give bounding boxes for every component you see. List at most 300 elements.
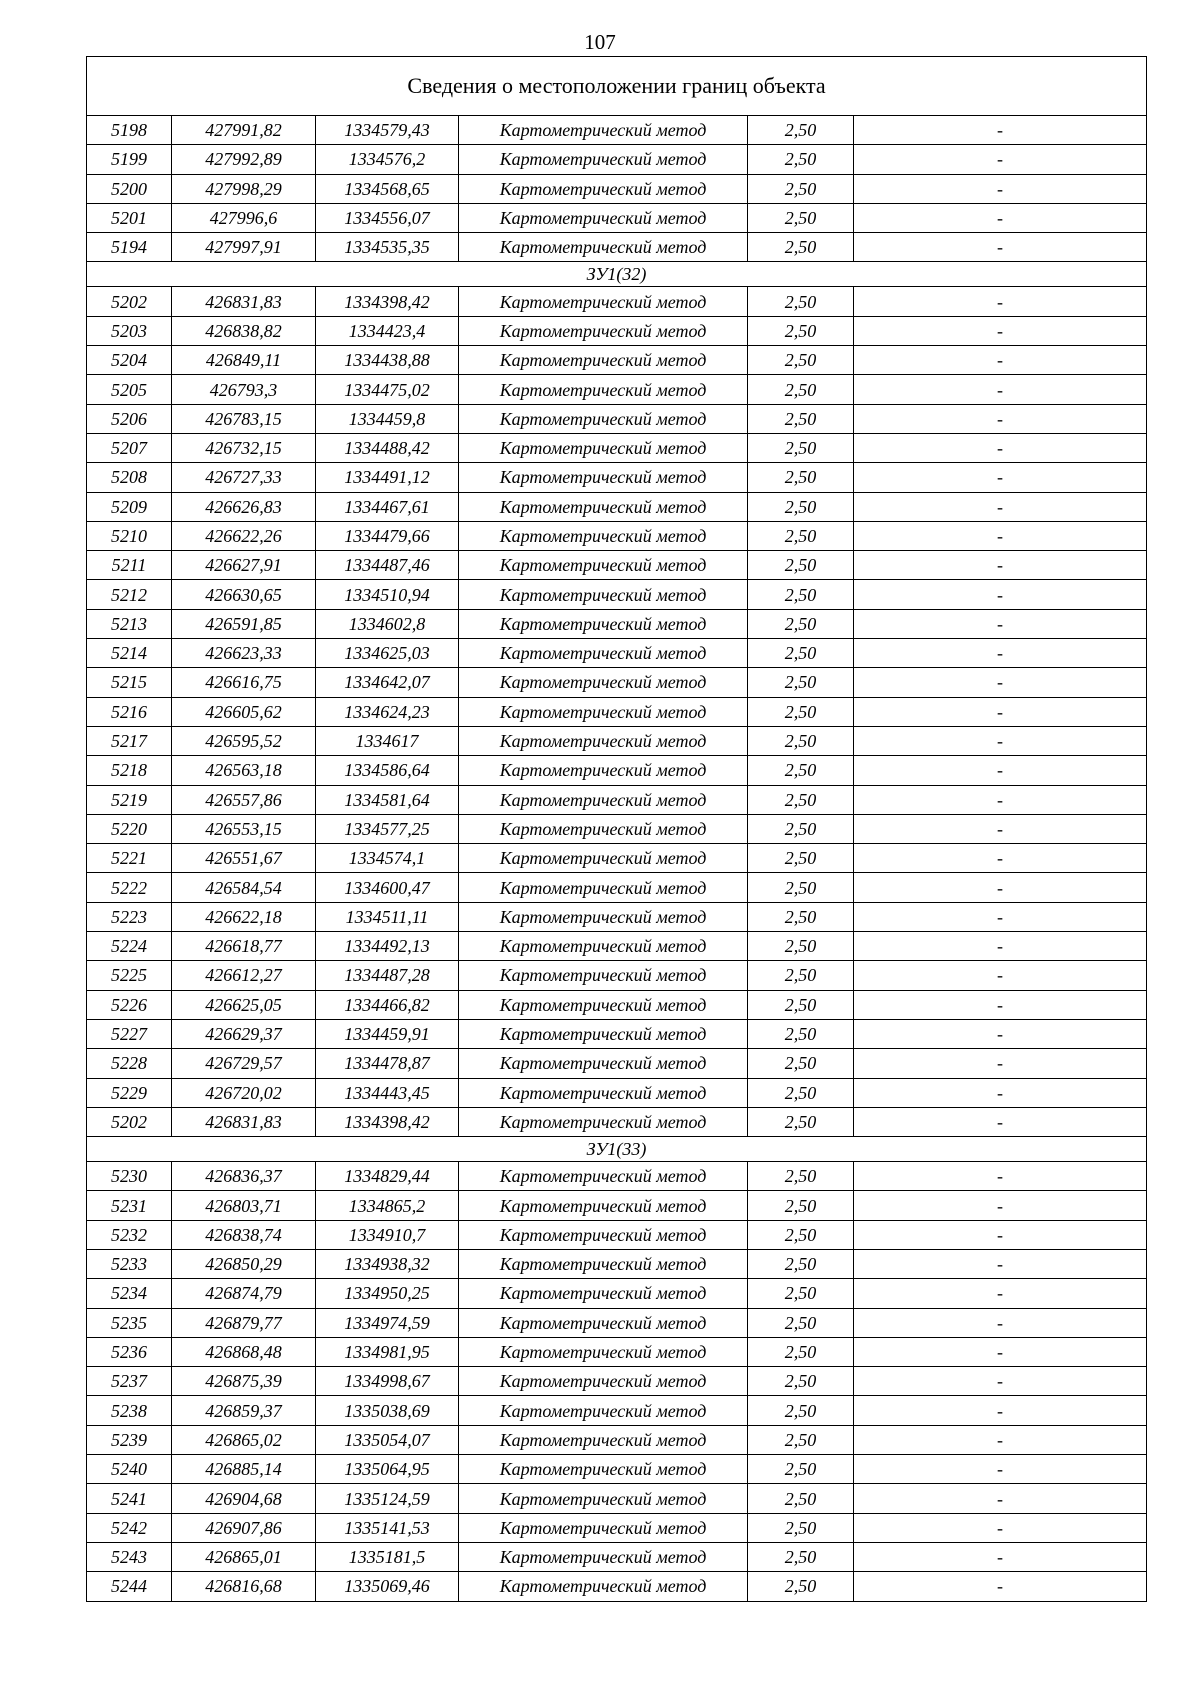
method-cell: Картометрический метод — [459, 961, 748, 990]
x-coordinate-cell: 426859,37 — [172, 1396, 316, 1425]
point-number-cell: 5233 — [87, 1249, 172, 1278]
description-cell: - — [854, 433, 1147, 462]
point-number-cell: 5203 — [87, 316, 172, 345]
y-coordinate-cell: 1335069,46 — [316, 1572, 459, 1601]
table-row — [87, 203, 1147, 232]
table-row — [87, 551, 1147, 580]
x-coordinate-cell: 426627,91 — [172, 551, 316, 580]
accuracy-cell: 2,50 — [748, 1249, 854, 1278]
accuracy-cell: 2,50 — [748, 902, 854, 931]
accuracy-cell: 2,50 — [748, 785, 854, 814]
description-cell: - — [854, 639, 1147, 668]
table-row — [87, 1107, 1147, 1136]
y-coordinate-cell: 1334624,23 — [316, 697, 459, 726]
x-coordinate-cell: 426868,48 — [172, 1337, 316, 1366]
table-row — [87, 580, 1147, 609]
x-coordinate-cell: 426622,18 — [172, 902, 316, 931]
y-coordinate-cell: 1334443,45 — [316, 1078, 459, 1107]
method-cell: Картометрический метод — [459, 756, 748, 785]
x-coordinate-cell: 426803,71 — [172, 1191, 316, 1220]
method-cell: Картометрический метод — [459, 1425, 748, 1454]
description-cell: - — [854, 1572, 1147, 1601]
table-row — [87, 932, 1147, 961]
method-cell: Картометрический метод — [459, 551, 748, 580]
table-row — [87, 961, 1147, 990]
table-row — [87, 463, 1147, 492]
table-title: Сведения о местоположении границ объекта — [87, 57, 1147, 116]
accuracy-cell: 2,50 — [748, 1308, 854, 1337]
point-number-cell: 5242 — [87, 1513, 172, 1542]
table-row — [87, 1396, 1147, 1425]
page-number: 107 — [584, 30, 616, 54]
accuracy-cell: 2,50 — [748, 1049, 854, 1078]
accuracy-cell: 2,50 — [748, 1396, 854, 1425]
method-cell: Картометрический метод — [459, 1337, 748, 1366]
point-number-cell: 5217 — [87, 726, 172, 755]
description-cell: - — [854, 1455, 1147, 1484]
point-number-cell: 5215 — [87, 668, 172, 697]
method-cell: Картометрический метод — [459, 174, 748, 203]
table-row — [87, 1572, 1147, 1601]
x-coordinate-cell: 426875,39 — [172, 1367, 316, 1396]
x-coordinate-cell: 427992,89 — [172, 145, 316, 174]
x-coordinate-cell: 426850,29 — [172, 1249, 316, 1278]
point-number-cell: 5239 — [87, 1425, 172, 1454]
group-row — [87, 1137, 1147, 1162]
method-cell: Картометрический метод — [459, 1220, 748, 1249]
x-coordinate-cell: 426626,83 — [172, 492, 316, 521]
description-cell: - — [854, 668, 1147, 697]
description-cell: - — [854, 1107, 1147, 1136]
method-cell: Картометрический метод — [459, 233, 748, 262]
accuracy-cell: 2,50 — [748, 1337, 854, 1366]
method-cell: Картометрический метод — [459, 346, 748, 375]
description-cell: - — [854, 316, 1147, 345]
x-coordinate-cell: 426783,15 — [172, 404, 316, 433]
y-coordinate-cell: 1334829,44 — [316, 1162, 459, 1191]
method-cell: Картометрический метод — [459, 1572, 748, 1601]
method-cell: Картометрический метод — [459, 492, 748, 521]
accuracy-cell: 2,50 — [748, 174, 854, 203]
point-number-cell: 5222 — [87, 873, 172, 902]
description-cell: - — [854, 346, 1147, 375]
table-row — [87, 145, 1147, 174]
y-coordinate-cell: 1334492,13 — [316, 932, 459, 961]
accuracy-cell: 2,50 — [748, 726, 854, 755]
x-coordinate-cell: 426630,65 — [172, 580, 316, 609]
point-number-cell: 5238 — [87, 1396, 172, 1425]
description-cell: - — [854, 492, 1147, 521]
table-row — [87, 404, 1147, 433]
method-cell: Картометрический метод — [459, 145, 748, 174]
y-coordinate-cell: 1334568,65 — [316, 174, 459, 203]
table-row — [87, 1513, 1147, 1542]
table-row — [87, 1019, 1147, 1048]
y-coordinate-cell: 1334602,8 — [316, 609, 459, 638]
method-cell: Картометрический метод — [459, 433, 748, 462]
point-number-cell: 5200 — [87, 174, 172, 203]
y-coordinate-cell: 1335181,5 — [316, 1542, 459, 1571]
point-number-cell: 5219 — [87, 785, 172, 814]
point-number-cell: 5209 — [87, 492, 172, 521]
x-coordinate-cell: 426557,86 — [172, 785, 316, 814]
table-row — [87, 521, 1147, 550]
description-cell: - — [854, 1162, 1147, 1191]
method-cell: Картометрический метод — [459, 639, 748, 668]
x-coordinate-cell: 426551,67 — [172, 844, 316, 873]
x-coordinate-cell: 426904,68 — [172, 1484, 316, 1513]
method-cell: Картометрический метод — [459, 287, 748, 316]
table-row — [87, 1308, 1147, 1337]
description-cell: - — [854, 990, 1147, 1019]
table-row — [87, 1078, 1147, 1107]
point-number-cell: 5213 — [87, 609, 172, 638]
accuracy-cell: 2,50 — [748, 961, 854, 990]
accuracy-cell: 2,50 — [748, 639, 854, 668]
x-coordinate-cell: 426831,83 — [172, 287, 316, 316]
point-number-cell: 5244 — [87, 1572, 172, 1601]
point-number-cell: 5236 — [87, 1337, 172, 1366]
point-number-cell: 5230 — [87, 1162, 172, 1191]
description-cell: - — [854, 1337, 1147, 1366]
x-coordinate-cell: 426612,27 — [172, 961, 316, 990]
point-number-cell: 5231 — [87, 1191, 172, 1220]
table-row — [87, 1191, 1147, 1220]
x-coordinate-cell: 427997,91 — [172, 233, 316, 262]
description-cell: - — [854, 726, 1147, 755]
method-cell: Картометрический метод — [459, 404, 748, 433]
description-cell: - — [854, 375, 1147, 404]
table-row — [87, 375, 1147, 404]
x-coordinate-cell: 426879,77 — [172, 1308, 316, 1337]
description-cell: - — [854, 1396, 1147, 1425]
accuracy-cell: 2,50 — [748, 433, 854, 462]
method-cell: Картометрический метод — [459, 1308, 748, 1337]
y-coordinate-cell: 1334981,95 — [316, 1337, 459, 1366]
description-cell: - — [854, 116, 1147, 145]
method-cell: Картометрический метод — [459, 203, 748, 232]
description-cell: - — [854, 814, 1147, 843]
y-coordinate-cell: 1334974,59 — [316, 1308, 459, 1337]
table-row — [87, 346, 1147, 375]
x-coordinate-cell: 426625,05 — [172, 990, 316, 1019]
y-coordinate-cell: 1334475,02 — [316, 375, 459, 404]
y-coordinate-cell: 1334459,91 — [316, 1019, 459, 1048]
y-coordinate-cell: 1334950,25 — [316, 1279, 459, 1308]
description-cell: - — [854, 697, 1147, 726]
y-coordinate-cell: 1334398,42 — [316, 287, 459, 316]
table-row — [87, 1249, 1147, 1278]
point-number-cell: 5223 — [87, 902, 172, 931]
table-row — [87, 1367, 1147, 1396]
y-coordinate-cell: 1335064,95 — [316, 1455, 459, 1484]
table-row — [87, 785, 1147, 814]
description-cell: - — [854, 580, 1147, 609]
y-coordinate-cell: 1335038,69 — [316, 1396, 459, 1425]
y-coordinate-cell: 1334487,28 — [316, 961, 459, 990]
table-body — [87, 57, 1147, 1602]
table-row — [87, 990, 1147, 1019]
accuracy-cell: 2,50 — [748, 346, 854, 375]
table-row — [87, 844, 1147, 873]
table-row — [87, 814, 1147, 843]
x-coordinate-cell: 426732,15 — [172, 433, 316, 462]
accuracy-cell: 2,50 — [748, 990, 854, 1019]
table-row — [87, 756, 1147, 785]
accuracy-cell: 2,50 — [748, 551, 854, 580]
accuracy-cell: 2,50 — [748, 1279, 854, 1308]
accuracy-cell: 2,50 — [748, 145, 854, 174]
group-label: ЗУ1(32) — [87, 262, 1147, 287]
description-cell: - — [854, 233, 1147, 262]
x-coordinate-cell: 426591,85 — [172, 609, 316, 638]
point-number-cell: 5241 — [87, 1484, 172, 1513]
y-coordinate-cell: 1334467,61 — [316, 492, 459, 521]
table-row — [87, 1337, 1147, 1366]
point-number-cell: 5198 — [87, 116, 172, 145]
description-cell: - — [854, 1049, 1147, 1078]
accuracy-cell: 2,50 — [748, 873, 854, 902]
point-number-cell: 5202 — [87, 287, 172, 316]
x-coordinate-cell: 427998,29 — [172, 174, 316, 203]
method-cell: Картометрический метод — [459, 316, 748, 345]
accuracy-cell: 2,50 — [748, 1367, 854, 1396]
group-label: ЗУ1(33) — [87, 1137, 1147, 1162]
x-coordinate-cell: 427991,82 — [172, 116, 316, 145]
accuracy-cell: 2,50 — [748, 697, 854, 726]
y-coordinate-cell: 1334459,8 — [316, 404, 459, 433]
description-cell: - — [854, 203, 1147, 232]
description-cell: - — [854, 756, 1147, 785]
point-number-cell: 5201 — [87, 203, 172, 232]
point-number-cell: 5235 — [87, 1308, 172, 1337]
y-coordinate-cell: 1334438,88 — [316, 346, 459, 375]
y-coordinate-cell: 1334642,07 — [316, 668, 459, 697]
method-cell: Картометрический метод — [459, 726, 748, 755]
point-number-cell: 5216 — [87, 697, 172, 726]
boundary-coordinates-table — [86, 56, 1147, 1602]
accuracy-cell: 2,50 — [748, 1078, 854, 1107]
table-row — [87, 1484, 1147, 1513]
description-cell: - — [854, 844, 1147, 873]
table-row — [87, 1162, 1147, 1191]
description-cell: - — [854, 1484, 1147, 1513]
x-coordinate-cell: 426865,01 — [172, 1542, 316, 1571]
method-cell: Картометрический метод — [459, 609, 748, 638]
point-number-cell: 5227 — [87, 1019, 172, 1048]
y-coordinate-cell: 1334488,42 — [316, 433, 459, 462]
method-cell: Картометрический метод — [459, 814, 748, 843]
method-cell: Картометрический метод — [459, 1191, 748, 1220]
x-coordinate-cell: 426865,02 — [172, 1425, 316, 1454]
accuracy-cell: 2,50 — [748, 1425, 854, 1454]
y-coordinate-cell: 1334574,1 — [316, 844, 459, 873]
accuracy-cell: 2,50 — [748, 756, 854, 785]
point-number-cell: 5207 — [87, 433, 172, 462]
table-row — [87, 287, 1147, 316]
description-cell: - — [854, 1078, 1147, 1107]
point-number-cell: 5212 — [87, 580, 172, 609]
accuracy-cell: 2,50 — [748, 463, 854, 492]
point-number-cell: 5237 — [87, 1367, 172, 1396]
point-number-cell: 5194 — [87, 233, 172, 262]
x-coordinate-cell: 426720,02 — [172, 1078, 316, 1107]
description-cell: - — [854, 609, 1147, 638]
point-number-cell: 5229 — [87, 1078, 172, 1107]
description-cell: - — [854, 1367, 1147, 1396]
method-cell: Картометрический метод — [459, 1279, 748, 1308]
point-number-cell: 5228 — [87, 1049, 172, 1078]
accuracy-cell: 2,50 — [748, 233, 854, 262]
description-cell: - — [854, 1308, 1147, 1337]
x-coordinate-cell: 426623,33 — [172, 639, 316, 668]
accuracy-cell: 2,50 — [748, 316, 854, 345]
accuracy-cell: 2,50 — [748, 609, 854, 638]
method-cell: Картометрический метод — [459, 1078, 748, 1107]
y-coordinate-cell: 1334581,64 — [316, 785, 459, 814]
method-cell: Картометрический метод — [459, 521, 748, 550]
y-coordinate-cell: 1334478,87 — [316, 1049, 459, 1078]
x-coordinate-cell: 426595,52 — [172, 726, 316, 755]
accuracy-cell: 2,50 — [748, 668, 854, 697]
accuracy-cell: 2,50 — [748, 375, 854, 404]
point-number-cell: 5214 — [87, 639, 172, 668]
description-cell: - — [854, 145, 1147, 174]
description-cell: - — [854, 404, 1147, 433]
method-cell: Картометрический метод — [459, 873, 748, 902]
x-coordinate-cell: 426874,79 — [172, 1279, 316, 1308]
table-row — [87, 1220, 1147, 1249]
description-cell: - — [854, 551, 1147, 580]
description-cell: - — [854, 1019, 1147, 1048]
description-cell: - — [854, 287, 1147, 316]
y-coordinate-cell: 1335141,53 — [316, 1513, 459, 1542]
table-row — [87, 433, 1147, 462]
table-row — [87, 697, 1147, 726]
table-row — [87, 174, 1147, 203]
point-number-cell: 5234 — [87, 1279, 172, 1308]
x-coordinate-cell: 426563,18 — [172, 756, 316, 785]
point-number-cell: 5220 — [87, 814, 172, 843]
x-coordinate-cell: 426553,15 — [172, 814, 316, 843]
y-coordinate-cell: 1334576,2 — [316, 145, 459, 174]
accuracy-cell: 2,50 — [748, 287, 854, 316]
x-coordinate-cell: 426885,14 — [172, 1455, 316, 1484]
table-row — [87, 1542, 1147, 1571]
x-coordinate-cell: 426793,3 — [172, 375, 316, 404]
x-coordinate-cell: 426616,75 — [172, 668, 316, 697]
y-coordinate-cell: 1334865,2 — [316, 1191, 459, 1220]
x-coordinate-cell: 426729,57 — [172, 1049, 316, 1078]
point-number-cell: 5202 — [87, 1107, 172, 1136]
y-coordinate-cell: 1334423,4 — [316, 316, 459, 345]
accuracy-cell: 2,50 — [748, 1162, 854, 1191]
x-coordinate-cell: 426629,37 — [172, 1019, 316, 1048]
description-cell: - — [854, 902, 1147, 931]
method-cell: Картометрический метод — [459, 1542, 748, 1571]
accuracy-cell: 2,50 — [748, 1191, 854, 1220]
accuracy-cell: 2,50 — [748, 1572, 854, 1601]
description-cell: - — [854, 873, 1147, 902]
accuracy-cell: 2,50 — [748, 1107, 854, 1136]
method-cell: Картометрический метод — [459, 580, 748, 609]
table-row — [87, 233, 1147, 262]
x-coordinate-cell: 426622,26 — [172, 521, 316, 550]
y-coordinate-cell: 1334625,03 — [316, 639, 459, 668]
description-cell: - — [854, 932, 1147, 961]
method-cell: Картометрический метод — [459, 668, 748, 697]
table-row — [87, 1049, 1147, 1078]
method-cell: Картометрический метод — [459, 1019, 748, 1048]
description-cell: - — [854, 1191, 1147, 1220]
description-cell: - — [854, 785, 1147, 814]
x-coordinate-cell: 426618,77 — [172, 932, 316, 961]
accuracy-cell: 2,50 — [748, 932, 854, 961]
x-coordinate-cell: 427996,6 — [172, 203, 316, 232]
table-row — [87, 726, 1147, 755]
accuracy-cell: 2,50 — [748, 844, 854, 873]
accuracy-cell: 2,50 — [748, 1019, 854, 1048]
accuracy-cell: 2,50 — [748, 521, 854, 550]
y-coordinate-cell: 1334535,35 — [316, 233, 459, 262]
point-number-cell: 5208 — [87, 463, 172, 492]
accuracy-cell: 2,50 — [748, 404, 854, 433]
y-coordinate-cell: 1334586,64 — [316, 756, 459, 785]
method-cell: Картометрический метод — [459, 990, 748, 1019]
accuracy-cell: 2,50 — [748, 580, 854, 609]
y-coordinate-cell: 1334910,7 — [316, 1220, 459, 1249]
point-number-cell: 5224 — [87, 932, 172, 961]
method-cell: Картометрический метод — [459, 375, 748, 404]
method-cell: Картометрический метод — [459, 1249, 748, 1278]
table-row — [87, 1455, 1147, 1484]
method-cell: Картометрический метод — [459, 116, 748, 145]
x-coordinate-cell: 426849,11 — [172, 346, 316, 375]
y-coordinate-cell: 1334600,47 — [316, 873, 459, 902]
x-coordinate-cell: 426838,74 — [172, 1220, 316, 1249]
description-cell: - — [854, 1513, 1147, 1542]
group-row — [87, 262, 1147, 287]
y-coordinate-cell: 1335054,07 — [316, 1425, 459, 1454]
y-coordinate-cell: 1334938,32 — [316, 1249, 459, 1278]
accuracy-cell: 2,50 — [748, 1513, 854, 1542]
x-coordinate-cell: 426907,86 — [172, 1513, 316, 1542]
method-cell: Картометрический метод — [459, 932, 748, 961]
description-cell: - — [854, 174, 1147, 203]
x-coordinate-cell: 426816,68 — [172, 1572, 316, 1601]
table-row — [87, 1279, 1147, 1308]
method-cell: Картометрический метод — [459, 697, 748, 726]
description-cell: - — [854, 463, 1147, 492]
x-coordinate-cell: 426605,62 — [172, 697, 316, 726]
point-number-cell: 5218 — [87, 756, 172, 785]
point-number-cell: 5221 — [87, 844, 172, 873]
description-cell: - — [854, 521, 1147, 550]
x-coordinate-cell: 426727,33 — [172, 463, 316, 492]
method-cell: Картометрический метод — [459, 844, 748, 873]
accuracy-cell: 2,50 — [748, 116, 854, 145]
y-coordinate-cell: 1334511,11 — [316, 902, 459, 931]
y-coordinate-cell: 1334579,43 — [316, 116, 459, 145]
accuracy-cell: 2,50 — [748, 492, 854, 521]
x-coordinate-cell: 426584,54 — [172, 873, 316, 902]
point-number-cell: 5205 — [87, 375, 172, 404]
method-cell: Картометрический метод — [459, 1367, 748, 1396]
x-coordinate-cell: 426836,37 — [172, 1162, 316, 1191]
description-cell: - — [854, 1279, 1147, 1308]
accuracy-cell: 2,50 — [748, 814, 854, 843]
accuracy-cell: 2,50 — [748, 1484, 854, 1513]
